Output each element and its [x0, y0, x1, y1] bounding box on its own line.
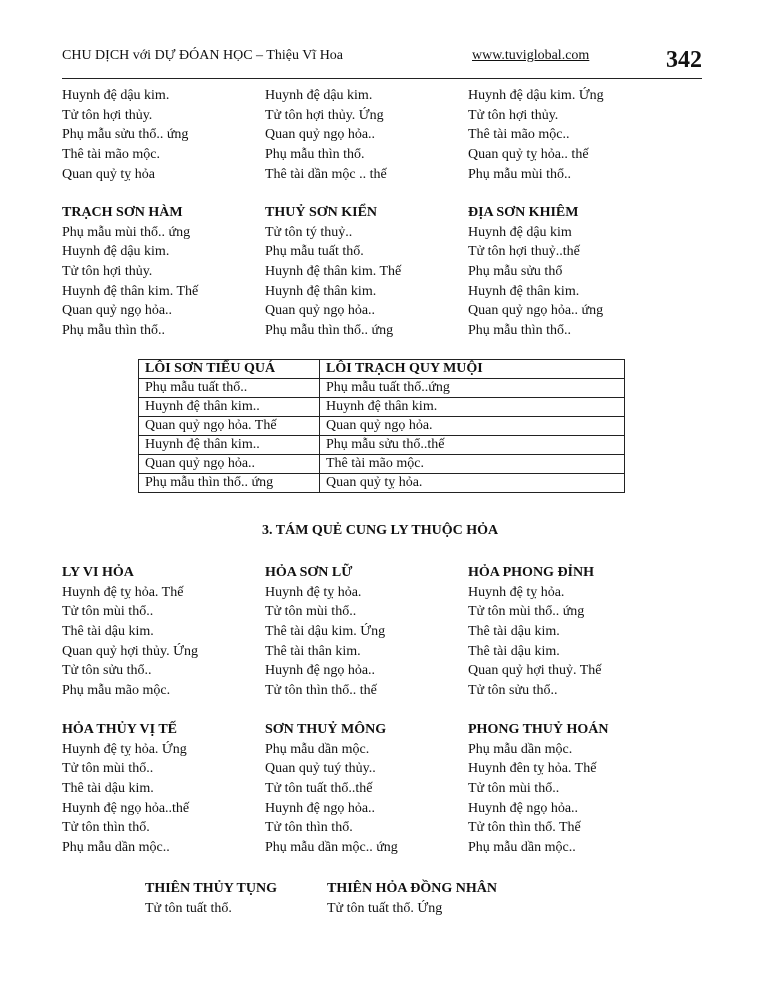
text-line: Huynh đệ ngọ hỏa..: [265, 800, 376, 816]
text-line: Tử tôn mùi thổ..: [265, 604, 357, 620]
table-row: [139, 417, 625, 436]
table-header-cell: LÔI TRẠCH QUY MUỘI: [320, 360, 625, 379]
text-line: Tử tôn thìn thổ.: [265, 820, 353, 836]
text-line: Huynh đệ ngọ hỏa..thế: [62, 800, 190, 816]
text-line: Huynh đệ dậu kim. Ứng: [468, 88, 604, 103]
text-line: Thê tài dậu kim.: [62, 781, 154, 797]
hexagram-title: THIÊN THỦY TỤNG: [145, 881, 277, 896]
text-line: Huynh đệ dậu kim.: [62, 88, 170, 103]
text-line: Phụ mẫu dần mộc.: [468, 741, 573, 757]
text-line: Tử tôn sửu thổ..: [468, 683, 558, 699]
table-cell: Phụ mẫu tuất thổ..: [139, 379, 320, 398]
text-line: Phụ mẫu dần mộc..: [468, 840, 576, 856]
text-line: Huynh đệ thân kim.: [265, 283, 377, 299]
hexagram-thuy-son-kien: [265, 203, 401, 341]
text-line: Tử tôn tuất thổ.: [145, 900, 232, 916]
hexagram-ly-vi-hoa: [62, 563, 198, 701]
text-line: Quan quỷ hợi thuỷ. Thế: [468, 663, 602, 679]
hexagram-title: SƠN THUỶ MÔNG: [265, 722, 387, 737]
hexagram-hoa-phong-dinh: [468, 563, 602, 701]
hexagram-phong-thuy-hoan: [468, 720, 609, 858]
text-line: Tử tôn hợi thuỷ..thế: [468, 244, 580, 260]
text-line: Phụ mẫu tuất thổ.: [265, 244, 364, 260]
text-line: Phụ mẫu thìn thổ..: [62, 323, 166, 339]
text-line: Quan quỷ tuý thủy..: [265, 761, 376, 777]
text-line: Huynh đệ thân kim. Thế: [62, 283, 199, 299]
text-line: Tử tôn mùi thổ..: [62, 761, 154, 777]
hexagram-title: HỎA PHONG ĐỈNH: [468, 565, 595, 580]
text-line: Thê tài thân kim.: [265, 643, 361, 659]
text-line: Phụ mẫu dần mộc.: [265, 741, 370, 757]
text-line: Quan quỷ hợi thủy. Ứng: [62, 643, 198, 659]
table-cell: Phụ mẫu thìn thổ.. ứng: [139, 474, 320, 493]
text-line: Quan quỷ ngọ hỏa.. ứng: [468, 303, 604, 319]
text-line: Huynh đệ dậu kim.: [265, 88, 373, 103]
hexagram-hoa-thuy-vi-te: [62, 720, 189, 858]
table-row: [139, 379, 625, 398]
text-line: Tử tôn hợi thủy.: [468, 107, 559, 123]
text-line: Tử tôn mùi thổ..: [62, 604, 154, 620]
text-line: Huynh đệ tỵ hỏa.: [265, 584, 362, 600]
table-cell: Quan quỷ ngọ hỏa..: [139, 455, 320, 474]
table-cell: Huynh đệ thân kim..: [139, 436, 320, 455]
text-line: Huynh đệ ngọ hỏa..: [468, 800, 579, 816]
text-line: Quan quỷ ngọ hỏa..: [265, 303, 376, 319]
text-line: Quan quỷ ngọ hỏa..: [265, 127, 376, 143]
hexagram-table: [138, 359, 625, 493]
hexagram-thien-hoa-dong-nhan: [327, 879, 497, 918]
table-cell: Quan quỷ ngọ hỏa. Thế: [139, 417, 320, 436]
table-row: [139, 398, 625, 417]
hexagram-title: HỎA SƠN LỮ: [265, 565, 353, 580]
text-line: Huynh đệ ngọ hỏa..: [265, 663, 376, 679]
hexagram-hoa-son-lu: [265, 563, 385, 701]
text-line: Thê tài dần mộc .. thế: [265, 166, 387, 182]
table-row: [139, 455, 625, 474]
top-column-2: [265, 86, 387, 184]
text-line: Thê tài dậu kim.: [468, 624, 560, 640]
text-line: Tử tôn thìn thổ.. thế: [265, 683, 377, 699]
text-line: Quan quỷ tỵ hỏa: [62, 166, 155, 182]
text-line: Tử tôn mùi thổ..: [468, 781, 560, 797]
page-number: 342: [666, 47, 702, 73]
table-cell: Huynh đệ thân kim..: [139, 398, 320, 417]
page-header: [62, 44, 702, 79]
text-line: Huynh đên tỵ hỏa. Thế: [468, 761, 597, 777]
text-line: Huynh đệ tỵ hỏa. Ứng: [62, 741, 187, 757]
text-line: Phụ mẫu dần mộc..: [62, 840, 170, 856]
text-line: Huynh đệ dậu kim: [468, 224, 572, 240]
hexagram-dia-son-khiem: [468, 203, 603, 341]
book-title: CHU DỊCH với DỰ ĐÓAN HỌC – Thiệu Vĩ Hoa: [62, 48, 344, 63]
text-line: Tử tôn hợi thủy.: [62, 264, 153, 280]
table-row: [139, 436, 625, 455]
text-line: Thê tài mão mộc.: [62, 147, 160, 163]
text-line: Huynh đệ tỵ hỏa.: [468, 584, 565, 600]
table-header-cell: LÔI SƠN TIỂU QUÁ: [139, 360, 320, 379]
text-line: Phụ mẫu mão mộc.: [62, 683, 171, 699]
hexagram-son-thuy-mong: [265, 720, 398, 858]
text-line: Tử tôn sửu thổ..: [62, 663, 152, 679]
text-line: Phụ mẫu dần mộc.. ứng: [265, 840, 398, 856]
text-line: Thê tài mão mộc..: [468, 127, 570, 143]
top-column-1: [62, 86, 188, 184]
hexagram-title: TRẠCH SƠN HÀM: [62, 205, 183, 220]
text-line: Thê tài dậu kim. Ứng: [265, 624, 386, 640]
text-line: Quan quỷ ngọ hỏa..: [62, 303, 173, 319]
text-line: Tử tôn hợi thủy.: [62, 107, 153, 123]
table-header-row: [139, 360, 625, 379]
text-line: Tử tôn tuất thổ..thế: [265, 781, 373, 797]
text-line: Tử tôn tý thuỷ..: [265, 224, 353, 240]
text-line: Tử tôn mùi thổ.. ứng: [468, 604, 585, 620]
website-link[interactable]: www.tuviglobal.com: [472, 48, 590, 63]
text-line: Huynh đệ dậu kim.: [62, 244, 170, 260]
hexagram-title: LY VI HỎA: [62, 565, 134, 580]
section-title: 3. TÁM QUẺ CUNG LY THUỘC HỎA: [262, 523, 499, 538]
table-cell: Thê tài mão mộc.: [320, 455, 625, 474]
hexagram-thien-thuy-tung: [145, 879, 277, 918]
text-line: Huynh đệ tỵ hỏa. Thế: [62, 584, 184, 600]
top-column-3: [468, 86, 604, 184]
text-line: Tử tôn thìn thổ.: [62, 820, 150, 836]
hexagram-title: HỎA THỦY VỊ TẾ: [62, 722, 178, 737]
table-cell: Huynh đệ thân kim.: [320, 398, 625, 417]
text-line: Phụ mẫu mùi thổ.. ứng: [62, 224, 191, 240]
hexagram-title: THUỶ SƠN KIỂN: [265, 205, 378, 220]
text-line: Thê tài dậu kim.: [468, 643, 560, 659]
table-cell: Phụ mẫu tuất thổ..ứng: [320, 379, 625, 398]
text-line: Tử tôn tuất thổ. Ứng: [327, 900, 443, 916]
text-line: Huynh đệ thân kim. Thế: [265, 264, 402, 280]
text-line: Thê tài dậu kim.: [62, 624, 154, 640]
text-line: Quan quỷ tỵ hỏa.. thế: [468, 147, 589, 163]
hexagram-title: ĐỊA SƠN KHIÊM: [468, 205, 579, 220]
text-line: Phụ mẫu sửu thổ.. ứng: [62, 127, 189, 143]
text-line: Tử tôn thìn thổ. Thế: [468, 820, 581, 836]
text-line: Huynh đệ thân kim.: [468, 283, 580, 299]
text-line: Phụ mẫu mùi thổ..: [468, 166, 572, 182]
table-cell: Quan quỷ ngọ hỏa.: [320, 417, 625, 436]
text-line: Phụ mẫu sửu thổ: [468, 264, 563, 280]
text-line: Phụ mẫu thìn thổ.. ứng: [265, 323, 394, 339]
hexagram-title: PHONG THUỶ HOÁN: [468, 722, 609, 737]
hexagram-trach-son-ham: [62, 203, 198, 341]
table-row: [139, 474, 625, 493]
hexagram-title: THIÊN HỎA ĐỒNG NHÂN: [327, 881, 497, 896]
text-line: Tử tôn hợi thủy. Ứng: [265, 107, 384, 123]
text-line: Phụ mẫu thìn thổ.: [265, 147, 365, 163]
table-cell: Quan quỷ tỵ hỏa.: [320, 474, 625, 493]
table-cell: Phụ mẫu sửu thổ..thế: [320, 436, 625, 455]
text-line: Phụ mẫu thìn thổ..: [468, 323, 572, 339]
